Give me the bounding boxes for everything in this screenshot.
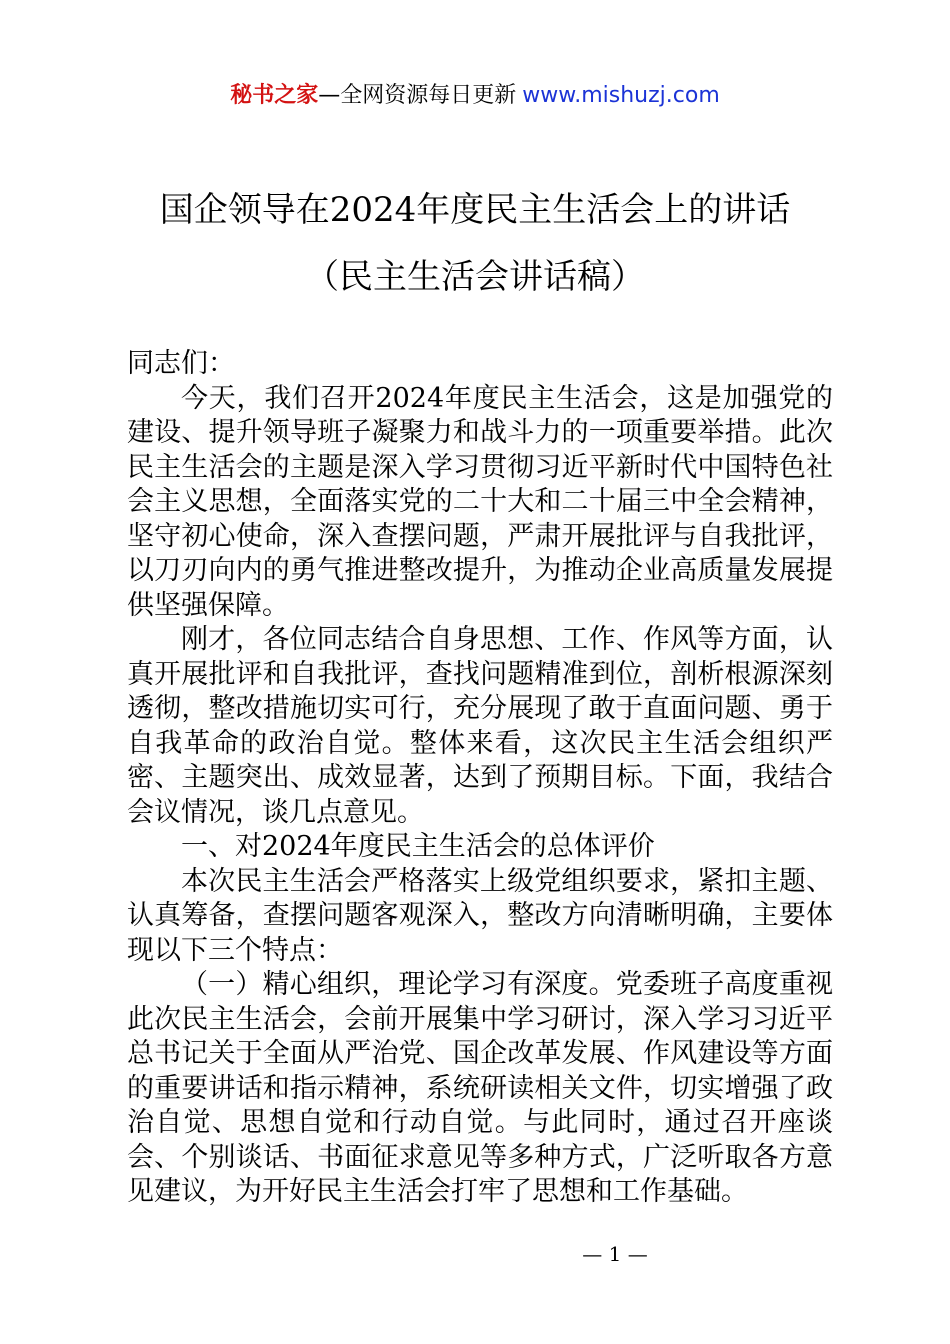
document-subtitle: （民主生活会讲话稿） bbox=[305, 257, 645, 297]
paragraph: 本次民主生活会严格落实上级党组织要求，紧扣主题、认真筹备，查摆问题客观深入，整改方向清晰明确，主要体现以下三个特点： bbox=[127, 865, 833, 966]
header-tagline: —全网资源每日更新 bbox=[318, 83, 517, 108]
paragraph: 今天，我们召开2024年度民主生活会，这是加强党的建设、提升领导班子凝聚力和战斗力的一项重要举措。此次民主生活会的主题是深入学习贯彻习近平新时代中国特色社会主义思想，全面落实党的二十大和二十届三中全会精神，坚守初心使命，深入查摆问题，严肃开展批评与自我批评，以刀刃向内的勇气推进整改提升，为推动企业高质量发展提供坚强保障。 bbox=[127, 382, 833, 621]
paragraph: （一）精心组织，理论学习有深度。党委班子高度重视此次民主生活会，会前开展集中学习研讨，深入学习习近平总书记关于全面从严治党、国企改革发展、作风建设等方面的重要讲话和指示精神，系统研读相关文件，切实增强了政治自觉、思想自觉和行动自觉。与此同时，通过召开座谈会、个别谈话、书面征求意见等多种方式，广泛听取各方意见建议，为开好民主生活会打牢了思想和工作基础。 bbox=[127, 969, 833, 1207]
page-number: — 1 — bbox=[582, 1242, 648, 1266]
site-url[interactable]: www.mishuzj.com bbox=[522, 83, 720, 108]
section-heading: 一、对2024年度民主生活会的总体评价 bbox=[181, 831, 655, 862]
document-body bbox=[127, 347, 833, 1210]
salutation: 同志们： bbox=[127, 348, 235, 379]
site-header bbox=[0, 80, 950, 112]
paragraph: 刚才，各位同志结合自身思想、工作、作风等方面，认真开展批评和自我批评，查找问题精准到位，剖析根源深刻透彻，整改措施切实可行，充分展现了敢于直面问题、勇于自我革命的政治自觉。整体来看，这次民主生活会组织严密、主题突出、成效显著，达到了预期目标。下面，我结合会议情况，谈几点意见。 bbox=[127, 624, 833, 828]
document-title: 国企领导在2024年度民主生活会上的讲话 bbox=[159, 190, 791, 230]
brand-name: 秘书之家 bbox=[230, 83, 319, 108]
